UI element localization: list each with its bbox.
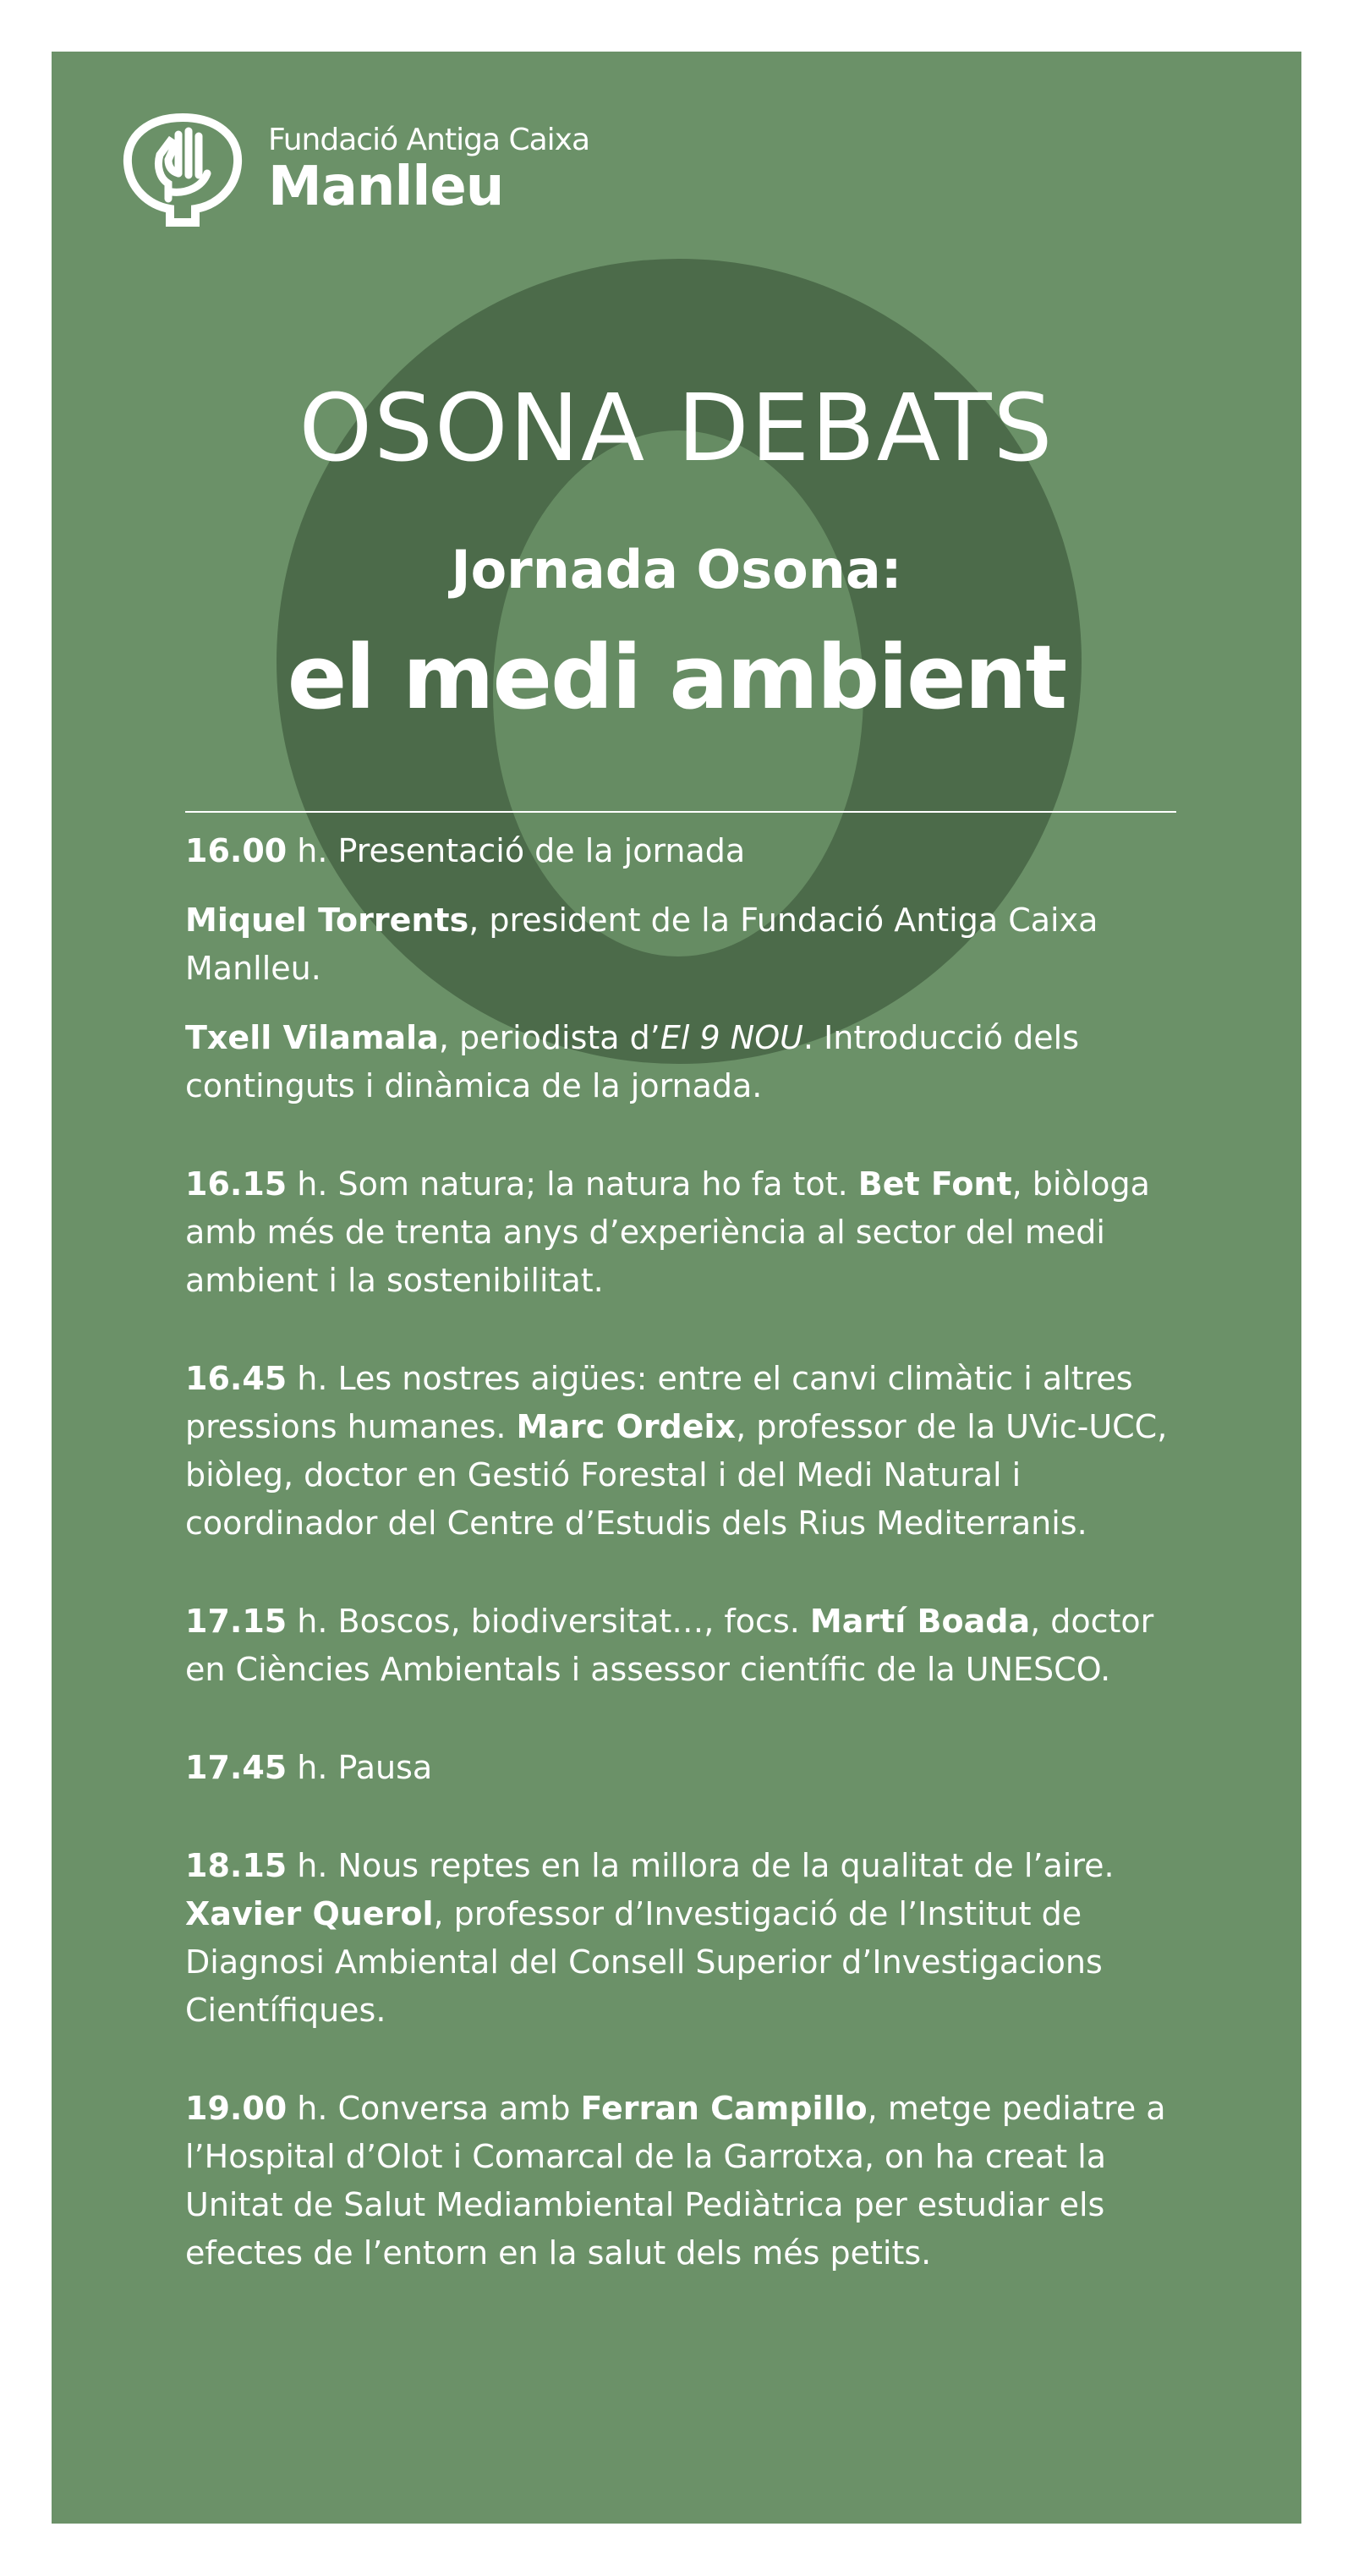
program-topic: h. Conversa amb — [287, 2090, 581, 2127]
program-text: , president de la Fundació Antiga Caixa Manlleu. — [185, 902, 1098, 987]
program-topic: h. Les nostres aigües: entre el canvi climàtic i altres pressions humanes. — [185, 1360, 1133, 1445]
program-text: . Introducció dels continguts i dinàmica de la jornada. — [185, 1019, 1080, 1104]
program-item — [185, 1842, 1183, 2035]
program-text: , professor de la UVic-UCC, biòleg, doctor en Gestió Forestal i del Medi Natural i coordinador del Centre d’Estudis dels Rius Mediterranis. — [185, 1408, 1168, 1542]
speaker-name: Miquel Torrents — [185, 902, 469, 939]
program-text: , professor d’Investigació de l’Institut de Diagnosi Ambiental del Consell Superior d’Investigacions Científiques. — [185, 1895, 1103, 2029]
program-text: h. Presentació de la jornada — [287, 832, 746, 869]
program-topic: h. Boscos, biodiversitat…, focs. — [287, 1603, 810, 1640]
program-time: 17.45 — [185, 1749, 288, 1786]
program-time: 18.15 — [185, 1847, 288, 1884]
event-headline: el medi ambient — [287, 626, 1066, 729]
speaker-name: Txell Vilamala — [185, 1019, 439, 1056]
program-item — [185, 1598, 1183, 1694]
logo-town-name: Manlleu — [268, 156, 504, 218]
speaker-name: Bet Font — [857, 1165, 1012, 1203]
program-item — [185, 827, 1183, 875]
speaker-name: Martí Boada — [809, 1603, 1031, 1640]
speaker-name: Marc Ordeix — [516, 1408, 737, 1445]
hand-heart-icon — [119, 111, 246, 227]
program-time: 16.00 — [185, 832, 288, 869]
program-text: h. Pausa — [287, 1749, 433, 1786]
program-text: , metge pediatre a l’Hospital d’Olot i Comarcal de la Garrotxa, on ha creat la Unitat de Salut Mediambiental Pediàtrica per estudiar els efectes de l’entorn en la salut dels més petits. — [185, 2090, 1166, 2272]
program-text: , biòloga amb més de trenta anys d’experiència al sector del medi ambient i la sostenibilitat. — [185, 1165, 1150, 1299]
program-time: 16.15 — [185, 1165, 288, 1203]
event-title: OSONA DEBATS — [299, 374, 1054, 482]
speaker-name: Ferran Campillo — [580, 2090, 868, 2127]
program-item — [185, 1355, 1183, 1548]
program-time: 16.45 — [185, 1360, 288, 1397]
program-topic: h. Nous reptes en la millora de la qualitat de l’aire. — [287, 1847, 1115, 1884]
program-list — [185, 827, 1183, 2277]
program-text: , doctor en Ciències Ambientals i assessor científic de la UNESCO. — [185, 1603, 1154, 1688]
divider — [185, 811, 1176, 813]
logo-foundation-name: Fundació Antiga Caixa — [268, 123, 590, 157]
program-item — [185, 1014, 1183, 1110]
program-time: 17.15 — [185, 1603, 288, 1640]
program-topic: h. Som natura; la natura ho fa tot. — [287, 1165, 858, 1203]
program-item — [185, 1744, 1183, 1792]
event-subtitle: Jornada Osona: — [451, 539, 902, 600]
foundation-logo — [119, 111, 589, 227]
poster-panel — [52, 52, 1301, 2524]
program-item — [185, 896, 1183, 993]
program-text: , periodista d’ — [438, 1019, 660, 1056]
newspaper-name: El 9 NOU — [660, 1019, 803, 1056]
program-time: 19.00 — [185, 2090, 288, 2127]
program-item — [185, 1160, 1183, 1305]
program-item — [185, 2085, 1183, 2277]
speaker-name: Xavier Querol — [185, 1895, 434, 1932]
